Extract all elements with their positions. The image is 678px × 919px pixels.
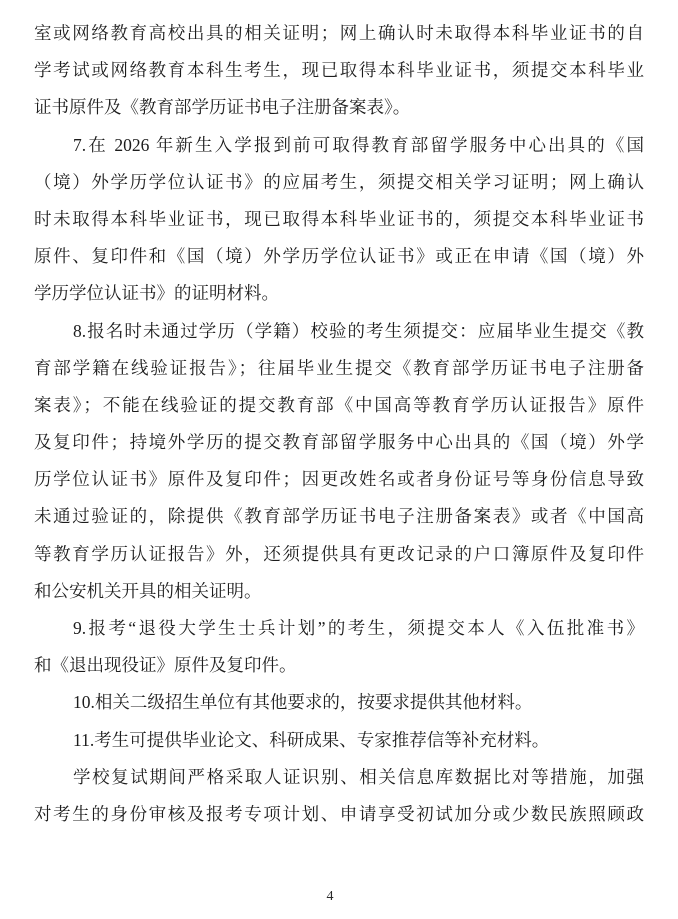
text-line: 和《退出现役证》原件及复印件。: [34, 655, 297, 676]
text-line: （境）外学历学位认证书》的应届考生，须提交相关学习证明；网上确认: [34, 171, 644, 192]
document-body: [34, 15, 644, 833]
page-number: 4: [326, 889, 334, 904]
text-line: 8.报名时未通过学历（学籍）校验的考生须提交：应届毕业生提交《教: [73, 320, 644, 341]
text-line: 案表》；不能在线验证的提交教育部《中国高等教育学历认证报告》原件: [34, 394, 644, 415]
text-line: 历学位认证书》原件及复印件；因更改姓名或者身份证号等身份信息导致: [34, 469, 644, 490]
text-line: 和公安机关开具的相关证明。: [34, 580, 262, 601]
text-line: 时未取得本科毕业证书，现已取得本科毕业证书的，须提交本科毕业证书: [34, 208, 644, 229]
text-line: 未通过验证的，除提供《教育部学历证书电子注册备案表》或者《中国高: [34, 506, 644, 527]
text-line: 学考试或网络教育本科生考生，现已取得本科毕业证书，须提交本科毕业: [34, 60, 644, 81]
text-line: 9.报考“退役大学生士兵计划”的考生，须提交本人《入伍批准书》: [73, 618, 644, 638]
text-line: 及复印件；持境外学历的提交教育部留学服务中心出具的《国（境）外学: [34, 432, 644, 453]
text-line: 等教育学历认证报告》外，还须提供具有更改记录的户口簿原件及复印件: [34, 543, 644, 564]
text-line: 室或网络教育高校出具的相关证明；网上确认时未取得本科毕业证书的自: [34, 23, 644, 43]
text-line: 10.相关二级招生单位有其他要求的，按要求提供其他材料。: [73, 692, 533, 713]
text-line: 对考生的身份审核及报考专项计划、申请享受初试加分或少数民族照顾政: [34, 803, 644, 824]
text-line: 学校复试期间严格采取人证识别、相关信息库数据比对等措施，加强: [73, 766, 644, 787]
text-line: 学历学位认证书》的证明材料。: [34, 283, 279, 304]
text-line: 证书原件及《教育部学历证书电子注册备案表》。: [34, 97, 411, 118]
text-line: 7.在 2026 年新生入学报到前可取得教育部留学服务中心出具的《国: [73, 134, 644, 155]
text-line: 原件、复印件和《国（境）外学历学位认证书》或正在申请《国（境）外: [34, 246, 644, 267]
text-line: 11.考生可提供毕业论文、科研成果、专家推荐信等补充材料。: [73, 729, 550, 750]
text-line: 育部学籍在线验证报告》；往届毕业生提交《教育部学历证书电子注册备: [34, 357, 644, 378]
